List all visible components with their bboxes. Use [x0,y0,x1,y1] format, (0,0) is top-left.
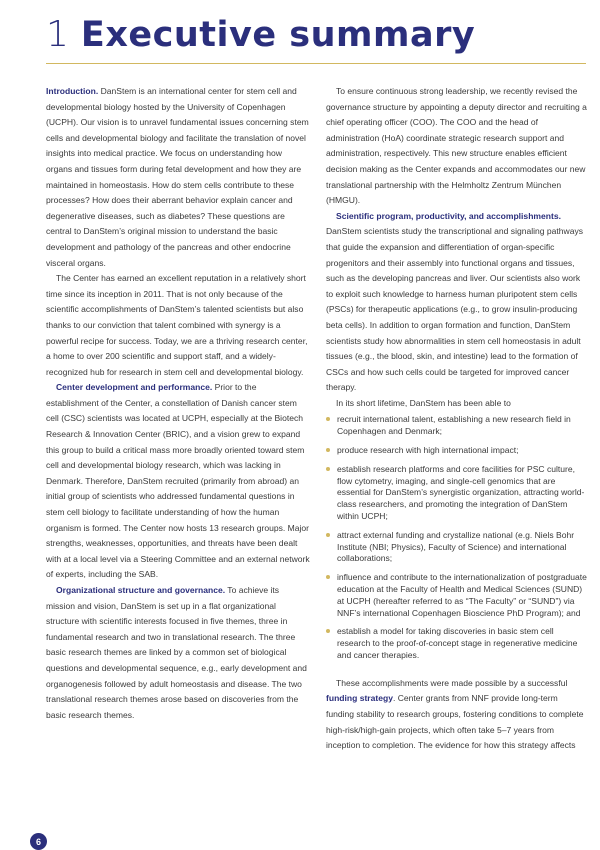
list-item-text: produce research with high international impact; [337,445,519,456]
accomplishments-lead: In its short lifetime, DanStem has been able to [336,397,511,408]
list-item [326,445,588,457]
left-column [46,84,310,723]
bullet-icon [326,629,330,633]
org-paragraph [46,583,310,723]
page-title: Executive summary [80,15,476,55]
org-heading: Organizational structure and governance. [56,585,226,595]
funding-text-b: . Center grants from NNF provide long-term funding stability to research groups, fostering conditions to complete high-risk/high-gain projects, which often take 5–7 years from inception to completion. The evidence for how this strategy affects [326,693,584,751]
bullet-icon [326,467,330,471]
bullet-icon [326,575,330,579]
org-text: To achieve its mission and vision, DanStem is set up in a flat organizational structure with scientific interests focused in five themes, three in fundamental research and two in translational research. The three basic research themes are linked by a common set of biological questions and developmental sequence, e.g., early development and organogenesis followed by adult homeostasis and disease. The two translational research themes arose based on discoveries from the basic research themes. [46,585,307,720]
list-item-text: recruit international talent, establishing a new research field in Copenhagen and Denmark; [337,414,571,437]
intro-text: DanStem is an international center for stem cell and developmental biology hosted by the University of Copenhagen (UCPH). Our vision is to unravel fundamental issues concerning stem cells and developmental biology and facilitate the translation of novel insights into medical practice. We focus on understanding how organs and tissues form during fetal development and how they are maintained in homeostasis. How do stem cells contribute to these processes? How does their aberrant behavior explain cancer and degenerative diseases, such as diabetes? These questions are central to DanStem’s original mission to understand the basic development and pathology of the pancreas and other endocrine visceral organs. [46,86,309,268]
reputation-paragraph: The Center has earned an excellent reputation in a relatively short time since its inception in 2011. That is not only because of the scientific accomplishments of DanStem’s talented scientists but also thanks to our conviction that talent combined with synergy is a powerful recipe for success. Today, we are a thriving research center, a home to over 200 scientific and support staff, and a widely-recognized hub for research in stem cell and developmental biology. [46,273,308,377]
intro-heading: Introduction. [46,86,99,96]
center-heading: Center development and performance. [56,382,213,393]
science-text: DanStem scientists study the transcriptional and signaling pathways that guide the expansion and differentiation of organ-specific progenitors and their assembly into functional organs and tissues, such as the developing pancreas and liver. Our scientists also work to exploit such knowledge to harness human pluripotent stem cells (PSCs) for therapeutic applications (e.g., to grow insulin-producing beta cells). In addition to organ formation and function, DanStem scientists study how abnormalities in stem cell homeostasis in adult tissues (e.g., the blood, skin, and intestine) lead to the formation of CSCs and how such cells could be targeted for improved cancer therapy. [326,226,584,393]
list-item [326,414,588,438]
page-number-badge: 6 [30,833,47,850]
funding-paragraph [326,676,588,754]
science-heading: Scientific program, productivity, and accomplishments. [336,210,561,221]
list-item [326,530,588,565]
list-item [326,626,588,661]
list-item-text: establish a model for taking discoveries in basic stem cell research to the proof-of-concept stage in regenerative medicine and cancer therapies. [337,626,578,661]
list-item [326,464,588,523]
list-item-text: establish research platforms and core facilities for PSC culture, flow cytometry, imaging, and single-cell genomics that are essential for DanStem’s synergistic organization, attracting world-class researchers, and promoting the integration of DanStem within UCPH; [337,463,585,522]
list-item-text: influence and contribute to the internationalization of postgraduate education at the Faculty of Health and Medical Sciences (SUND) at UCPH (hereafter referred to as “The Faculty” or “SUND”) via NNF’s international Copenhagen Bioscience PhD Program); and [337,572,587,618]
leadership-paragraph: To ensure continuous strong leadership, we recently revised the governance structure by appointing a deputy director and recruiting a chief operating officer (COO). The COO and the head of administration (HoA) coordinate strategic research support and administration, respectively. This new structure enables efficient decision making as the Center expands and accommodates our new translational partnership with the Helmholtz Zentrum München (HMGU). [326,86,587,206]
list-item-text: attract external funding and crystallize national (e.g. Niels Bohr Institute (NBI; Physics), Faculty of Science) and international collaborations; [337,529,575,564]
title-divider [46,63,586,64]
right-column [326,84,588,754]
accomplishments-list [326,414,588,661]
list-item [326,572,588,619]
funding-strategy-highlight: funding strategy [326,693,393,704]
bullet-icon [326,448,330,452]
chapter-number: 1 [46,14,69,55]
bullet-icon [326,417,330,421]
bullet-icon [326,533,330,537]
page-header [46,14,475,62]
funding-text-a: These accomplishments were made possible by a successful [336,677,568,688]
intro-paragraph [46,84,310,271]
center-text: Prior to the establishment of the Center, a constellation of Danish cancer stem cell (CSC) scientists was located at UCPH, especially at the Biotech Research & Innovation Center (BRIC), and a vision grew to expand this group to build a critical mass more broadly oriented toward stem cell and developmental biology research, which was lacking in Denmark. Therefore, DanStem recruited (primarily from abroad) an initial group of scientists who addressed fundamental questions in stem cell biology to facilitate understanding of how the human organism is formed. The Center now hosts 13 research groups. Major strengths, weaknesses, opportunities, and threats have been dealt with at a local level via a Steering Committee and an external network of experts, including the SAB. [46,382,310,580]
science-paragraph [326,209,588,396]
center-paragraph [46,380,310,583]
